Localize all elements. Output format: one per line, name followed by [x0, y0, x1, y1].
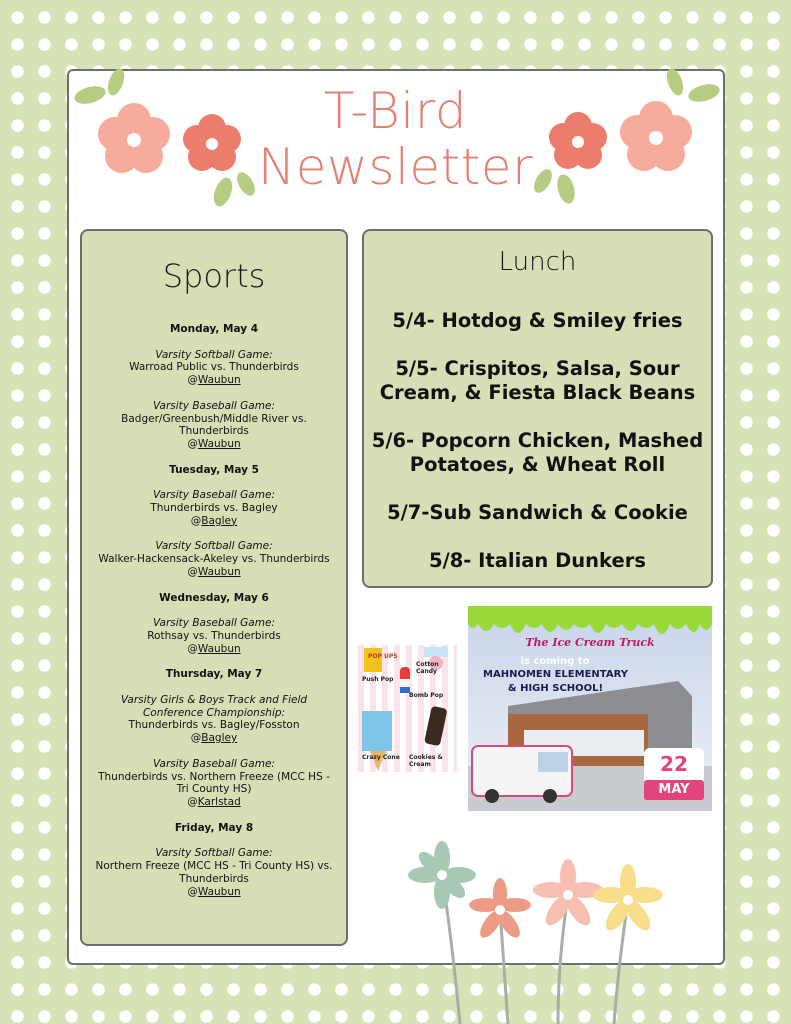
sports-schedule — [92, 323, 336, 911]
venue-link[interactable]: Waubun — [197, 374, 241, 387]
calendar-month: MAY — [658, 782, 690, 797]
game-matchup: Thunderbirds vs. Northern Freeze (MCC HS - Tri County HS) — [98, 770, 330, 796]
lunch-menu — [364, 309, 711, 597]
game-matchup: Walker-Hackensack-Akeley vs. Thunderbirds — [98, 553, 330, 566]
game-matchup: Warroad Public vs. Thunderbirds — [129, 361, 299, 374]
lunch-item: 5/7-Sub Sandwich & Cookie — [387, 501, 688, 524]
venue-link[interactable]: Waubun — [197, 565, 241, 578]
game-matchup: Thunderbirds vs. Bagley — [150, 502, 278, 515]
game-location: @Bagley — [190, 514, 238, 527]
newsletter-title-line1: T-Bird — [323, 82, 468, 140]
truck-line1: is coming to — [520, 656, 590, 667]
day-heading: Monday, May 4 — [169, 323, 259, 335]
flower-icon — [469, 878, 531, 941]
game-matchup: Rothsay vs. Thunderbirds — [147, 629, 281, 642]
truck-brand: The Ice Cream Truck — [525, 636, 655, 649]
truck-line2: MAHNOMEN ELEMENTARY — [483, 669, 628, 680]
venue-link[interactable]: Waubun — [197, 437, 241, 450]
game-matchup: Badger/Greenbush/Middle River vs. Thunderbirds — [121, 412, 307, 438]
menu-badge: POP UPS — [368, 653, 398, 660]
game-entry — [92, 400, 336, 451]
flower-icon — [593, 864, 663, 934]
game-title: Varsity Softball Game: — [155, 540, 273, 553]
day-heading: Friday, May 8 — [174, 821, 254, 834]
lunch-item: 5/5- Crispitos, Salsa, Sour Cream, & Fiesta Black Beans — [379, 357, 696, 404]
game-title: Varsity Softball Game: — [155, 847, 273, 860]
game-entry — [92, 349, 336, 387]
menu-item-label: Push Pop — [362, 676, 394, 683]
game-entry — [92, 847, 336, 898]
venue-link[interactable]: Waubun — [197, 885, 241, 898]
game-entry — [92, 694, 336, 745]
game-location: @Waubun — [187, 642, 241, 655]
venue-link[interactable]: Bagley — [201, 514, 238, 527]
menu-item-label: Bomb Pop — [409, 692, 444, 699]
menu-item-label: Cotton Candy — [416, 661, 439, 675]
day-heading: Tuesday, May 5 — [169, 463, 259, 476]
calendar-day: 22 — [660, 752, 688, 776]
flower-icon — [533, 859, 603, 929]
game-matchup: Thunderbirds vs. Bagley/Fosston — [128, 719, 300, 732]
game-entry — [92, 489, 336, 527]
venue-link[interactable]: Bagley — [201, 732, 238, 745]
truck-line3: & HIGH SCHOOL! — [507, 683, 604, 694]
game-title: Varsity Girls & Boys Track and Field Conference Championship: — [120, 694, 308, 719]
bottom-flowers — [400, 840, 680, 1024]
newsletter-title-line2: Newsletter — [257, 138, 534, 196]
venue-link[interactable]: Waubun — [197, 642, 241, 655]
game-title: Varsity Baseball Game: — [153, 757, 275, 770]
game-entry — [92, 617, 336, 655]
game-location: @Waubun — [187, 885, 241, 898]
game-entry — [92, 540, 336, 578]
lunch-panel — [362, 229, 713, 588]
game-title: Varsity Baseball Game: — [153, 399, 275, 412]
game-title: Varsity Softball Game: — [155, 348, 273, 361]
flower-icon — [408, 841, 476, 909]
sports-panel — [80, 229, 348, 946]
game-title: Varsity Baseball Game: — [153, 617, 275, 630]
lunch-item: 5/6- Popcorn Chicken, Mashed Potatoes, & Wheat Roll — [371, 429, 704, 476]
game-location: @Waubun — [187, 565, 241, 578]
lunch-item: 5/8- Italian Dunkers — [429, 549, 646, 572]
game-entry — [92, 758, 336, 809]
menu-item-label: Cookies & Cream — [409, 754, 443, 768]
ice-cream-menu-image — [358, 645, 457, 772]
ice-cream-truck-promo — [468, 606, 712, 811]
menu-item-label: Crazy Cone — [362, 754, 400, 761]
game-location: @Waubun — [187, 437, 241, 450]
game-location: @Bagley — [190, 732, 238, 745]
day-heading: Thursday, May 7 — [165, 668, 263, 681]
sports-heading: Sports — [162, 257, 266, 295]
game-location: @Karlstad — [187, 795, 241, 808]
lunch-item: 5/4- Hotdog & Smiley fries — [392, 309, 683, 332]
venue-link[interactable]: Karlstad — [197, 795, 241, 808]
game-location: @Waubun — [187, 374, 241, 387]
lunch-heading: Lunch — [498, 247, 577, 277]
game-matchup: Northern Freeze (MCC HS - Tri County HS) vs. Thunderbirds — [95, 860, 333, 885]
day-heading: Wednesday, May 6 — [159, 591, 269, 604]
game-title: Varsity Baseball Game: — [153, 489, 275, 502]
